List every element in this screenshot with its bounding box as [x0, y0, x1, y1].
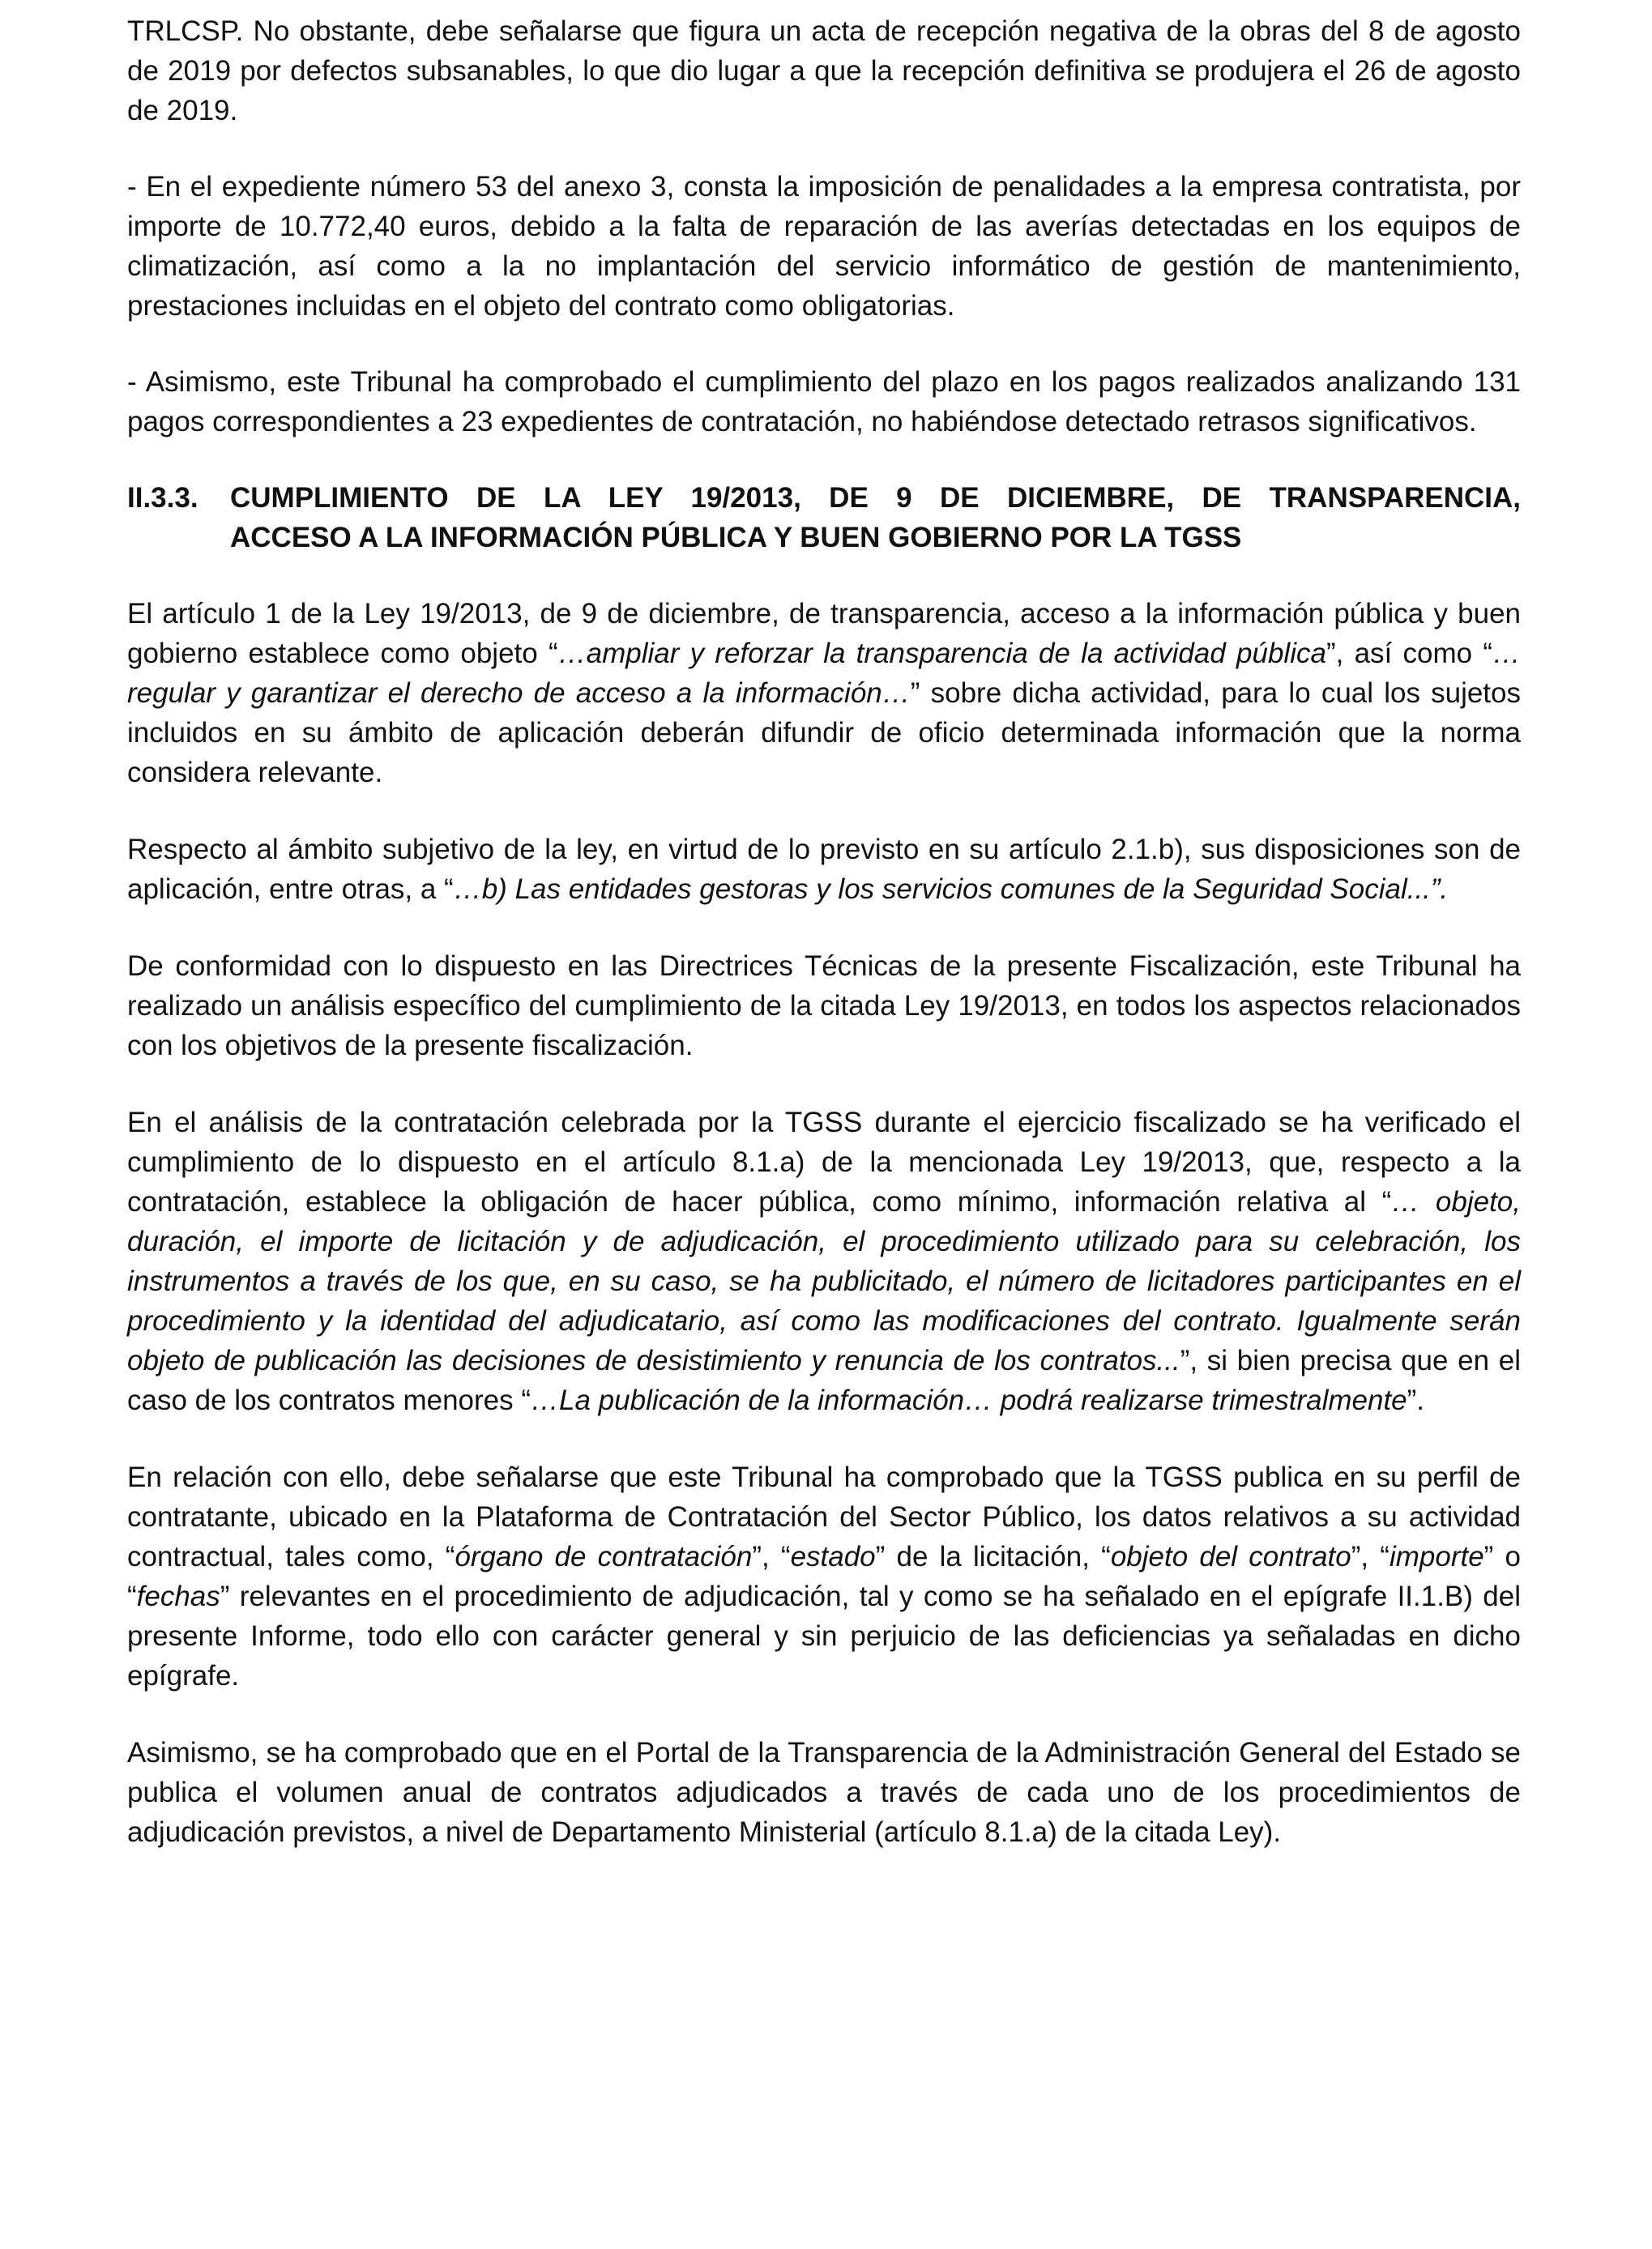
paragraph-ambito-subjetivo [127, 830, 1521, 909]
quote-italic: órgano de contratación [455, 1541, 753, 1573]
text-run: ” de la licitación, “ [875, 1541, 1111, 1573]
text-run: En el análisis de la contratación celebrada por la TGSS durante el ejercicio fiscalizado se ha verificado el cumplimiento de lo dispuesto en el artículo 8.1.a) de la mencionada Ley 19/2013, que, respecto a la contratación, establece la obligación de hacer pública, como mínimo, información relativa al “ [127, 1107, 1521, 1218]
text-run: ” o “ [127, 1541, 1521, 1612]
text-run: ” sobre dicha actividad, para lo cual los sujetos incluidos en su ámbito de aplicación deberán difundir de oficio determinada información que la norma considera relevante. [127, 677, 1522, 788]
paragraph-penalidades: - En el expediente número 53 del anexo 3, consta la imposición de penalidades a la empresa contratista, por importe de 10.772,40 euros, debido a la falta de reparación de las averías detectadas en los equipos de climatización, así como a la no implantación del servicio informático de gestión de mantenimiento, prestaciones incluidas en el objeto del contrato como obligatorias. [127, 171, 1521, 322]
quote-italic: importe [1389, 1541, 1484, 1573]
section-title [230, 478, 1521, 557]
text-run: ”, si bien precisa que en el caso de los contratos menores “ [127, 1345, 1521, 1416]
text-run: ”, así como “ [1325, 638, 1492, 669]
quote-italic: …b) Las entidades gestoras y los servicios comunes de la Seguridad Social...”. [453, 873, 1449, 905]
quote-italic: … objeto, duración, el importe de licitación y de adjudicación, el procedimiento utilizado para su celebración, los instrumentos a través de los que, en su caso, se ha publicitado, el número de licitadores participantes en el procedimiento y la identidad del adjudicatario, así como las modificaciones del contrato. Igualmente serán objeto de publicación las decisiones de desistimiento y renuncia de los contratos... [127, 1186, 1521, 1376]
quote-italic: …regular y garantizar el derecho de acceso a la información… [127, 638, 1521, 709]
text-run: ”, “ [752, 1541, 791, 1573]
text-run: ”, “ [1351, 1541, 1389, 1573]
text-run: El artículo 1 de la Ley 19/2013, de 9 de diciembre, de transparencia, acceso a la información pública y buen gobierno establece como objeto “ [127, 598, 1521, 669]
text-run: ”. [1407, 1385, 1425, 1416]
text-run: Respecto al ámbito subjetivo de la ley, en virtud de lo previsto en su artículo 2.1.b), sus disposiciones son de aplicación, entre otras, a “ [127, 834, 1521, 905]
paragraph-perfil-contratante [127, 1457, 1521, 1696]
section-title-line-2: ACCESO A LA INFORMACIÓN PÚBLICA Y BUEN GOBIERNO POR LA TGSS [230, 522, 1242, 553]
paragraph-plazo-pagos: - Asimismo, este Tribunal ha comprobado el cumplimiento del plazo en los pagos realizados analizando 131 pagos correspondientes a 23 expedientes de contratación, no habiéndose detectado retrasos significativos. [127, 366, 1521, 437]
section-title-line-1: CUMPLIMIENTO DE LA LEY 19/2013, DE 9 DE DICIEMBRE, DE TRANSPARENCIA, [230, 482, 1521, 514]
quote-italic: estado [790, 1541, 876, 1573]
section-number: II.3.3. [127, 482, 198, 514]
quote-italic: objeto del contrato [1110, 1541, 1351, 1573]
paragraph-recepcion: TRLCSP. No obstante, debe señalarse que figura un acta de recepción negativa de la obras del 8 de agosto de 2019 por defectos subsanables, lo que dio lugar a que la recepción definitiva se produjera el 26 de agosto de 2019. [127, 15, 1521, 126]
quote-italic: fechas [136, 1581, 220, 1612]
text-run: ” relevantes en el procedimiento de adjudicación, tal y como se ha señalado en el epígrafe II.1.B) del presente Informe, todo ello con carácter general y sin perjuicio de las deficiencias ya señaladas en dicho epígrafe. [127, 1581, 1521, 1692]
paragraph-articulo-1 [127, 594, 1521, 792]
section-heading [127, 478, 1521, 557]
paragraph-portal-transparencia: Asimismo, se ha comprobado que en el Portal de la Transparencia de la Administración General del Estado se publica el volumen anual de contratos adjudicados a través de cada uno de los procedimientos de adjudicación previstos, a nivel de Departamento Ministerial (artículo 8.1.a) de la citada Ley). [127, 1737, 1521, 1848]
quote-italic: …La publicación de la información… podrá realizarse trimestralmente [531, 1385, 1407, 1416]
paragraph-analisis-contratacion [127, 1103, 1521, 1420]
quote-italic: …ampliar y reforzar la transparencia de la actividad pública [557, 638, 1326, 669]
document-page [127, 11, 1521, 1852]
paragraph-directrices: De conformidad con lo dispuesto en las Directrices Técnicas de la presente Fiscalización, este Tribunal ha realizado un análisis específico del cumplimiento de la citada Ley 19/2013, en todos los aspectos relacionados con los objetivos de la presente fiscalización. [127, 950, 1521, 1061]
text-run: En relación con ello, debe señalarse que este Tribunal ha comprobado que la TGSS publica en su perfil de contratante, ubicado en la Plataforma de Contratación del Sector Público, los datos relativos a su actividad contractual, tales como, “ [127, 1462, 1521, 1573]
